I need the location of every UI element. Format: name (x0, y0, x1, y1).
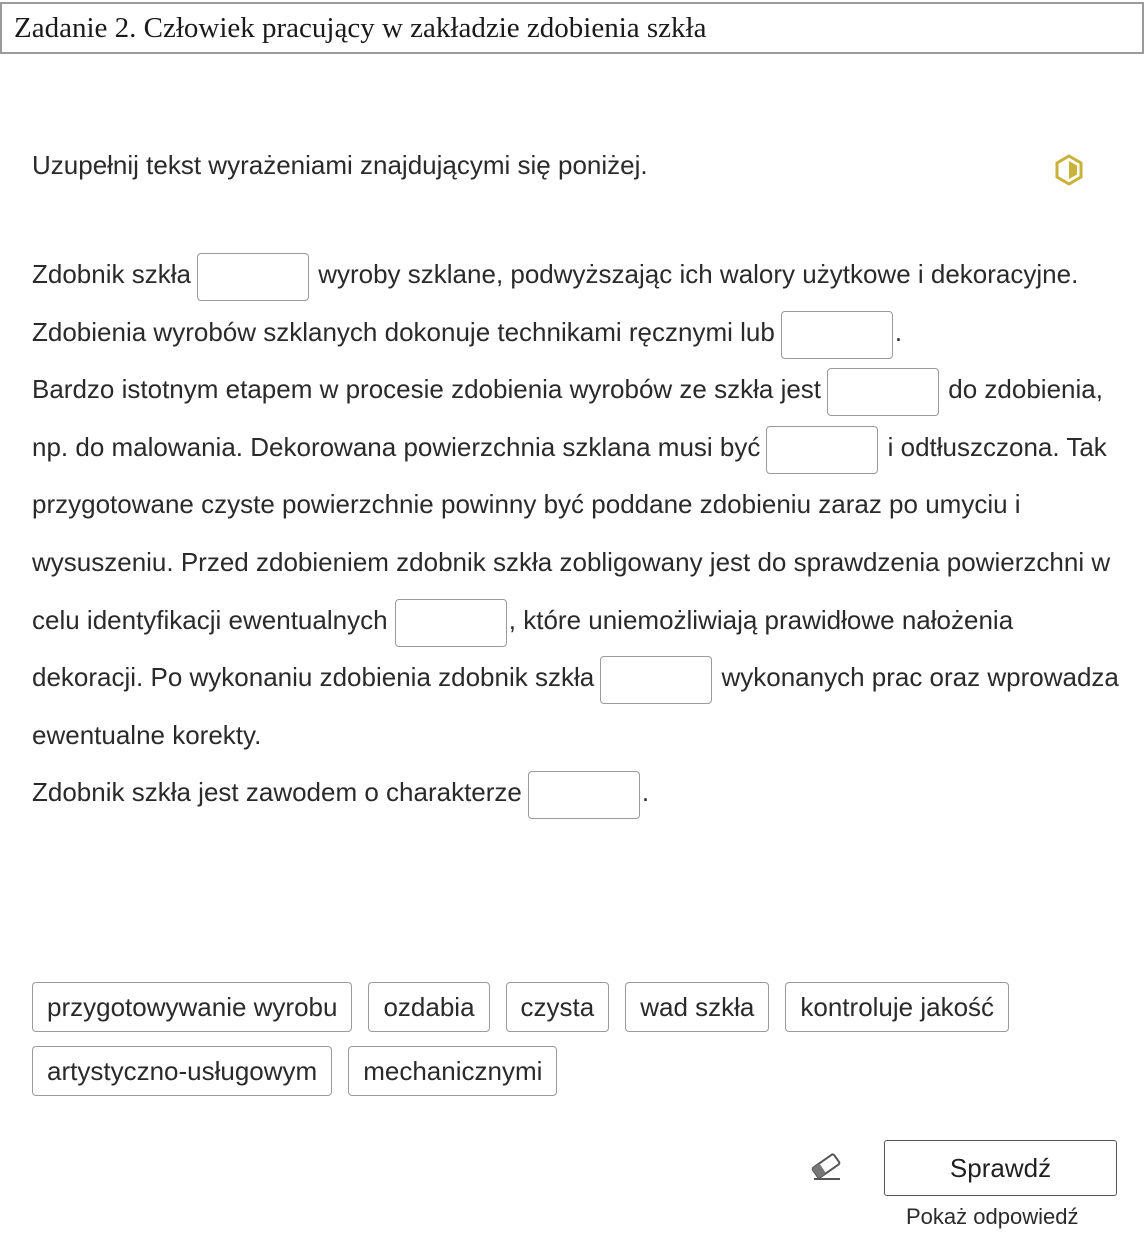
text-fragment: Zdobnik szkła (32, 259, 191, 289)
answer-gap-5[interactable] (395, 599, 507, 647)
answer-options (32, 982, 1122, 1110)
answer-gap-2[interactable] (781, 311, 893, 359)
text-fragment: . (894, 316, 903, 347)
text-fragment: . (641, 777, 650, 808)
option-chip[interactable]: przygotowywanie wyrobu (32, 982, 352, 1032)
text-fragment: , które uniemożliwiają prawidłowe nałożenia dekoracji. Po wykonaniu zdobienia zdobnik szkła (32, 604, 1014, 693)
option-chip[interactable]: ozdabia (368, 982, 489, 1032)
text-fragment: Zdobienia wyrobów szklanych dokonuje technikami ręcznymi lub (32, 316, 775, 347)
answer-gap-3[interactable] (827, 368, 939, 416)
eraser-icon[interactable] (808, 1148, 844, 1184)
instruction-text: Uzupełnij tekst wyrażeniami znajdującymi się poniżej. (32, 150, 648, 180)
show-answer-link[interactable]: Pokaż odpowiedź (906, 1204, 1079, 1229)
text-fragment: i odtłuszczona. Tak przygotowane czyste powierzchnie powinny być poddane zdobieniu zaraz po umyciu i wysuszeniu. Przed zdobieniem zdobnik szkła zobligowany jest do sprawdzenia powierzchni w celu identyfikacji ewentualnych (32, 431, 1111, 635)
text-fragment: wyroby szklane, podwyższając ich walory użytkowe i dekoracyjne. (318, 259, 1079, 289)
answer-gap-7[interactable] (528, 771, 640, 819)
paragraph-4 (32, 764, 1122, 822)
option-chip[interactable]: wad szkła (625, 982, 769, 1032)
text-fragment: Zdobnik szkła jest zawodem o charakterze (32, 777, 522, 808)
options-row-2 (32, 1046, 1122, 1096)
check-button[interactable]: Sprawdź (884, 1140, 1117, 1196)
text-fragment: Bardzo istotnym etapem w procesie zdobienia wyrobów ze szkła jest (32, 374, 822, 405)
option-chip[interactable]: mechanicznymi (348, 1046, 557, 1096)
level-hexagon-icon (1052, 153, 1086, 187)
answer-gap-6[interactable] (600, 656, 712, 704)
fill-in-passage (32, 246, 1122, 822)
task-title: Zadanie 2. Człowiek pracujący w zakładzie zdobienia szkła (0, 2, 1144, 54)
paragraph-1 (32, 246, 1122, 304)
options-row-1 (32, 982, 1122, 1032)
option-chip[interactable]: czysta (506, 982, 610, 1032)
option-chip[interactable]: artystyczno-usługowym (32, 1046, 332, 1096)
text-fragment: do zdobienia, np. do malowania. Dekorowana powierzchnia szklana musi być (32, 374, 1103, 462)
answer-gap-1[interactable] (197, 253, 309, 301)
text-fragment: wykonanych prac oraz wprowadza ewentualne korekty. (32, 662, 1119, 750)
paragraph-2 (32, 304, 1122, 362)
paragraph-3 (32, 361, 1122, 764)
option-chip[interactable]: kontroluje jakość (785, 982, 1009, 1032)
answer-gap-4[interactable] (766, 426, 878, 474)
